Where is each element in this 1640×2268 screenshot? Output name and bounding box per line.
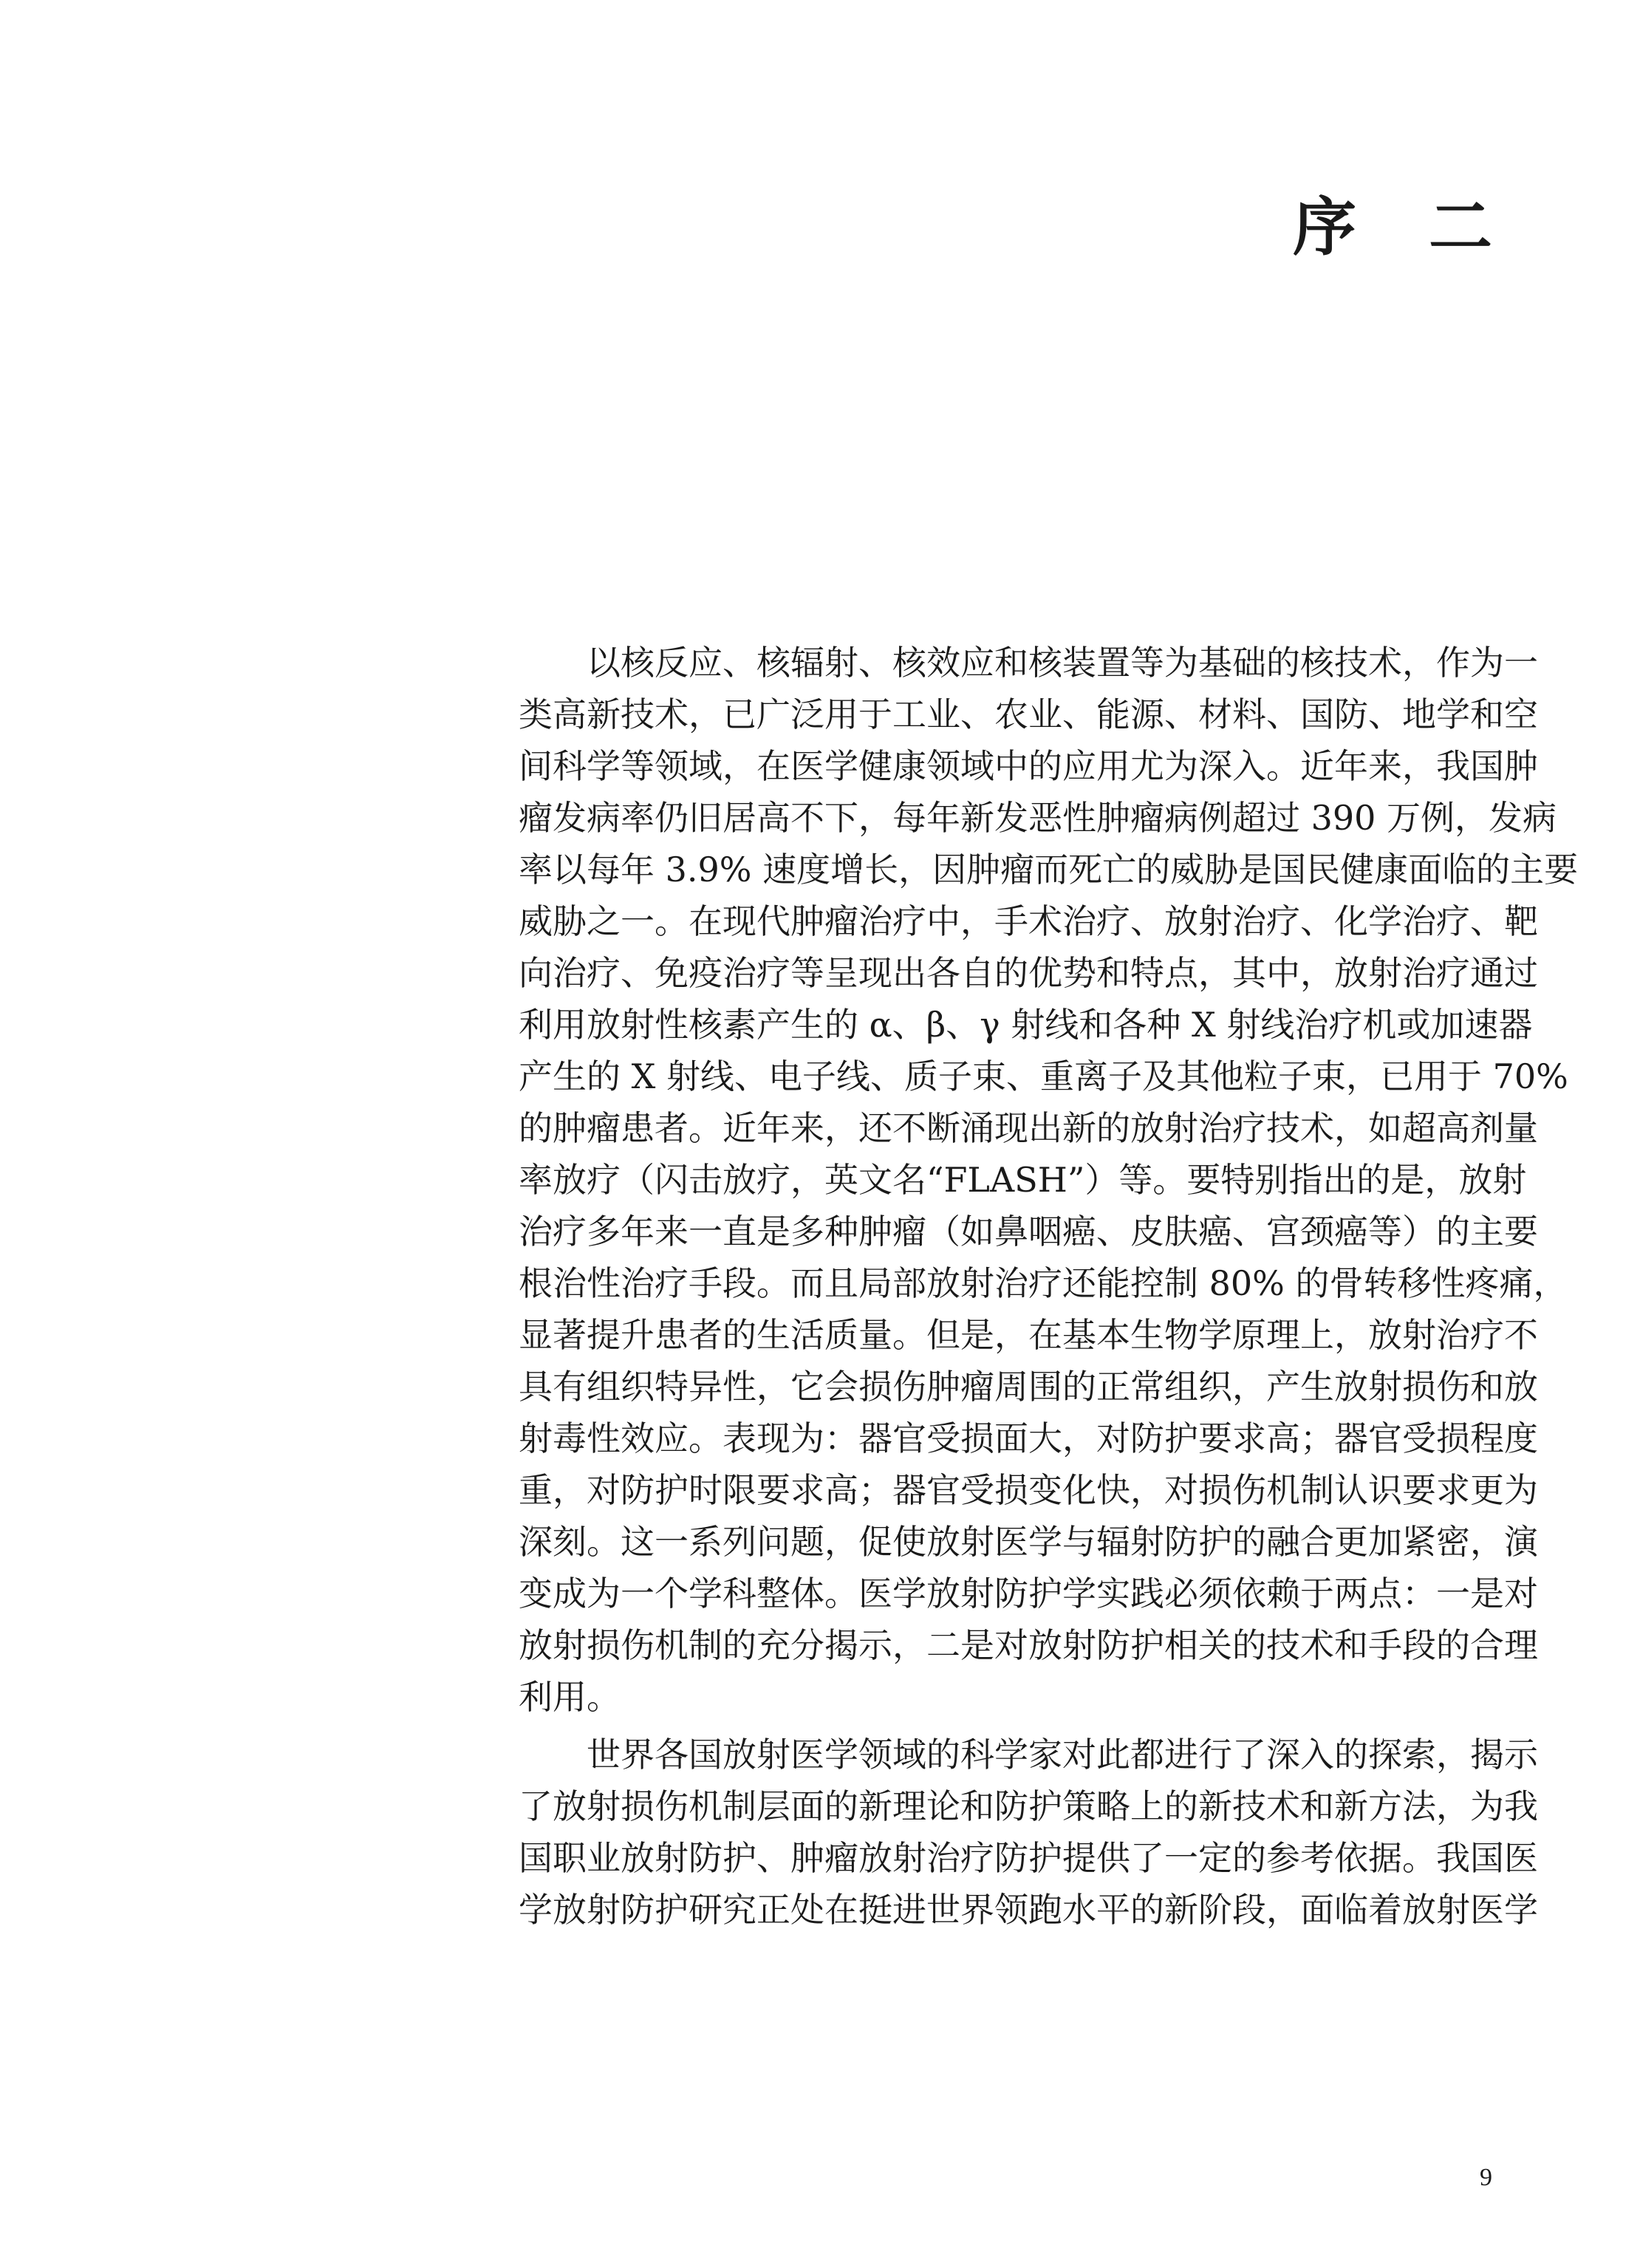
text-line: 产生的 X 射线、电子线、质子束、重离子及其他粒子束，已用于 70%	[519, 1056, 1568, 1096]
text-line: 以核反应、核辐射、核效应和核装置等为基础的核技术，作为一	[587, 643, 1538, 683]
page-number: 9	[1480, 2164, 1492, 2191]
text-line: 深刻。这一系列问题，促使放射医学与辐射防护的融合更加紧密，演	[519, 1522, 1538, 1562]
text-line: 重，对防护时限要求高；器官受损变化快，对损伤机制认识要求更为	[519, 1470, 1538, 1510]
text-line: 根治性治疗手段。而且局部放射治疗还能控制 80% 的骨转移性疼痛，	[519, 1263, 1568, 1303]
text-line: 利用放射性核素产生的 α、β、γ 射线和各种 X 射线治疗机或加速器	[519, 1005, 1533, 1045]
text-line: 国职业放射防护、肿瘤放射治疗防护提供了一定的参考依据。我国医	[519, 1838, 1538, 1878]
chapter-title: 序 二	[1293, 190, 1517, 264]
text-line: 放射损伤机制的充分揭示，二是对放射防护相关的技术和手段的合理	[519, 1625, 1538, 1665]
paragraph	[519, 1729, 1538, 1936]
text-line: 向治疗、免疫治疗等呈现出各自的优势和特点，其中，放射治疗通过	[519, 953, 1538, 993]
text-line: 显著提升患者的生活质量。但是，在基本生物学原理上，放射治疗不	[519, 1315, 1538, 1355]
text-line: 间科学等领域，在医学健康领域中的应用尤为深入。近年来，我国肿	[519, 746, 1538, 786]
text-line: 类高新技术，已广泛用于工业、农业、能源、材料、国防、地学和空	[519, 694, 1538, 734]
text-line: 了放射损伤机制层面的新理论和防护策略上的新技术和新方法，为我	[519, 1786, 1538, 1826]
text-line: 的肿瘤患者。近年来，还不断涌现出新的放射治疗技术，如超高剂量	[519, 1108, 1538, 1148]
text-line: 射毒性效应。表现为：器官受损面大，对防护要求高；器官受损程度	[519, 1418, 1538, 1458]
text-line: 治疗多年来一直是多种肿瘤（如鼻咽癌、皮肤癌、宫颈癌等）的主要	[519, 1212, 1538, 1251]
text-line: 世界各国放射医学领域的科学家对此都进行了深入的探索，揭示	[587, 1735, 1538, 1775]
text-line: 利用。	[519, 1677, 621, 1717]
text-line: 率放疗（闪击放疗，英文名“FLASH”）等。要特别指出的是，放射	[519, 1160, 1527, 1200]
text-line: 威胁之一。在现代肿瘤治疗中，手术治疗、放射治疗、化学治疗、靶	[519, 901, 1538, 941]
text-line: 瘤发病率仍旧居高不下，每年新发恶性肿瘤病例超过 390 万例，发病	[519, 798, 1557, 838]
text-line: 变成为一个学科整体。医学放射防护学实践必须依赖于两点：一是对	[519, 1574, 1538, 1613]
text-line: 率以每年 3.9% 速度增长，因肿瘤而死亡的威胁是国民健康面临的主要	[519, 850, 1579, 889]
body-text	[519, 637, 1579, 1936]
paragraph	[519, 637, 1579, 1723]
text-line: 具有组织特异性，它会损伤肿瘤周围的正常组织，产生放射损伤和放	[519, 1367, 1538, 1407]
text-line: 学放射防护研究正处在挺进世界领跑水平的新阶段，面临着放射医学	[519, 1890, 1538, 1930]
paragraph-gap	[519, 1723, 1494, 1729]
